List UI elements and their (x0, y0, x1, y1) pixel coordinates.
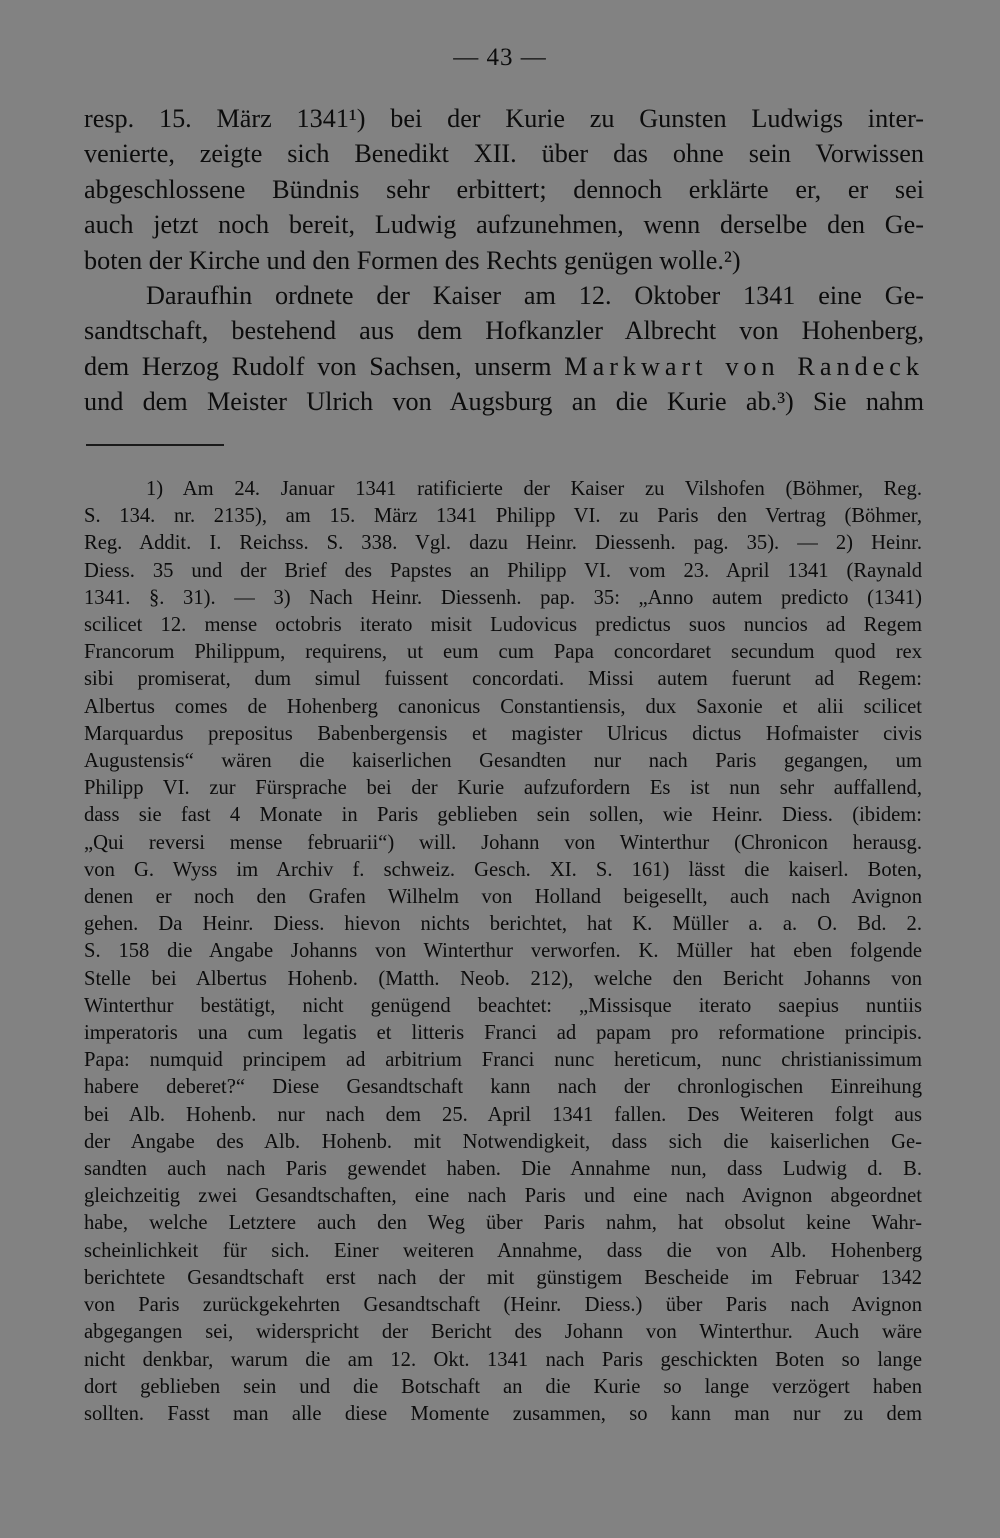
footnote-line: sollten. Fasst man alle diese Momente zusammen, so kann man nur zu dem (84, 1402, 922, 1425)
main-text-line: boten der Kirche und den Formen des Rechts genügen wolle.²) (84, 245, 741, 275)
footnote-line: bei Alb. Hohenb. nur nach dem 25. April 1341 fallen. Des Weiteren folgt aus (84, 1103, 922, 1126)
footnote-line: scheinlichkeit für sich. Einer weiteren Annahme, dass die von Alb. Hohenberg (84, 1239, 922, 1262)
footnote-line: S. 158 die Angabe Johanns von Winterthur verworfen. K. Müller hat eben folgende (84, 940, 922, 963)
footnote-line: imperatoris una cum legatis et litteris Franci ad papam pro reformatione principis. (84, 1022, 922, 1045)
footnote-line: dass sie fast 4 Monate in Paris geblieben sein sollen, wie Heinr. Diess. (ibidem: (84, 804, 922, 827)
footnote-separator (86, 444, 224, 446)
footnote-line: Philipp VI. zur Fürsprache bei der Kurie aufzufordern Es ist nun sehr auffallend, (84, 777, 922, 800)
footnote-line: Papa: numquid principem ad arbitrium Franci nunc hereticum, nunc christianissimum (84, 1049, 922, 1072)
footnote-line: von Paris zurückgekehrten Gesandtschaft (Heinr. Diess.) über Paris nach Avignon (84, 1294, 922, 1317)
main-text (84, 101, 924, 420)
main-text-line: resp. 15. März 1341¹) bei der Kurie zu Gunsten Ludwigs inter- (84, 104, 924, 133)
main-text-line: und dem Meister Ulrich von Augsburg an die Kurie ab.³) Sie nahm (84, 387, 924, 417)
footnote-line: 1) Am 24. Januar 1341 ratificierte der Kaiser zu Vilshofen (Böhmer, Reg. (146, 478, 922, 500)
spaced-name: Markwart von Randeck (564, 351, 925, 381)
footnotes (84, 476, 922, 1428)
footnote-line: berichtete Gesandtschaft erst nach der mit günstigem Bescheide im Februar 1342 (84, 1266, 922, 1289)
footnote-line: sibi promiserat, dum simul fuissent concordati. Missi autem fuerunt ad Regem: (84, 668, 922, 691)
footnote-line: „Qui reversi mense februarii“) will. Johann von Winterthur (Chronicon herausg. (84, 831, 922, 854)
footnote-line: denen er noch den Grafen Wilhelm von Holland beigesellt, auch nach Avignon (84, 886, 922, 909)
footnote-line: Albertus comes de Hohenberg canonicus Constantiensis, dux Saxonie et alii scilicet (84, 695, 922, 718)
footnote-line: der Angabe des Alb. Hohenb. mit Notwendigkeit, dass sich die kaiserlichen Ge- (84, 1130, 922, 1153)
footnote-line: von G. Wyss im Archiv f. schweiz. Gesch. XI. S. 161) lässt die kaiserl. Boten, (84, 858, 922, 881)
footnote-line: abgegangen sei, widerspricht der Bericht des Johann von Winterthur. Auch wäre (84, 1321, 922, 1344)
main-text-line: venierte, zeigte sich Benedikt XII. über das ohne sein Vorwissen (84, 139, 924, 169)
main-text-line: abgeschlossene Bündnis sehr erbittert; dennoch erklärte er, er sei (84, 174, 924, 204)
footnote-line: sandten auch nach Paris gewendet haben. Die Annahme nun, dass Ludwig d. B. (84, 1158, 922, 1181)
footnote-line: nicht denkbar, warum die am 12. Okt. 1341 nach Paris geschickten Boten so lange (84, 1348, 922, 1371)
footnote-line: Stelle bei Albertus Hohenb. (Matth. Neob. 212), welche den Bericht Johanns von (84, 967, 922, 990)
page-number: — 43 — (453, 44, 547, 71)
footnote-line: habe, welche Letztere auch den Weg über Paris nahm, hat obsolut keine Wahr- (84, 1212, 922, 1235)
footnote-line: Francorum Philippum, requirens, ut eum cum Papa concordaret secundum quod rex (84, 641, 922, 664)
footnote-line: S. 134. nr. 2135), am 15. März 1341 Philipp VI. zu Paris den Vertrag (Böhmer, (84, 505, 922, 528)
main-text-line (84, 349, 924, 384)
footnote-line: Diess. 35 und der Brief des Papstes an Philipp VI. vom 23. April 1341 (Raynald (84, 559, 922, 582)
main-text-line: sandtschaft, bestehend aus dem Hofkanzler Albrecht von Hohenberg, (84, 316, 924, 346)
footnote-line: Marquardus prepositus Babenbergensis et magister Ulricus dictus Hofmaister civis (84, 722, 922, 745)
footnote-line: habere deberet?“ Diese Gesandtschaft kann nach der chronlogischen Einreihung (84, 1076, 922, 1099)
main-text-line: Daraufhin ordnete der Kaiser am 12. Oktober 1341 eine Ge- (146, 281, 924, 311)
footnote-line: Winterthur bestätigt, nicht genügend beachtet: „Missisque iterato saepius nuntiis (84, 994, 922, 1017)
footnote-line: 1341. §. 31). — 3) Nach Heinr. Diessenh. pap. 35: „Anno autem predicto (1341) (84, 586, 922, 609)
footnote-line: Augustensis“ wären die kaiserlichen Gesandten nur nach Paris gegangen, um (84, 750, 922, 773)
footnote-line: dort geblieben sein und die Botschaft an die Kurie so lange verzögert haben (84, 1375, 922, 1398)
footnote-line: scilicet 12. mense octobris iterato misit Ludovicus predictus suos nuncios ad Regem (84, 614, 922, 637)
footnote-line: Reg. Addit. I. Reichss. S. 338. Vgl. dazu Heinr. Diessenh. pag. 35). — 2) Heinr. (84, 532, 922, 555)
footnote-line: gehen. Da Heinr. Diess. hievon nichts berichtet, hat K. Müller a. a. O. Bd. 2. (84, 913, 922, 936)
footnote-line: gleichzeitig zwei Gesandtschaften, eine nach Paris und eine nach Avignon abgeordnet (84, 1185, 922, 1208)
main-text-line: auch jetzt noch bereit, Ludwig aufzunehmen, wenn derselbe den Ge- (84, 210, 924, 240)
main-text-segment: dem Herzog Rudolf von Sachsen, unserm (84, 351, 552, 381)
